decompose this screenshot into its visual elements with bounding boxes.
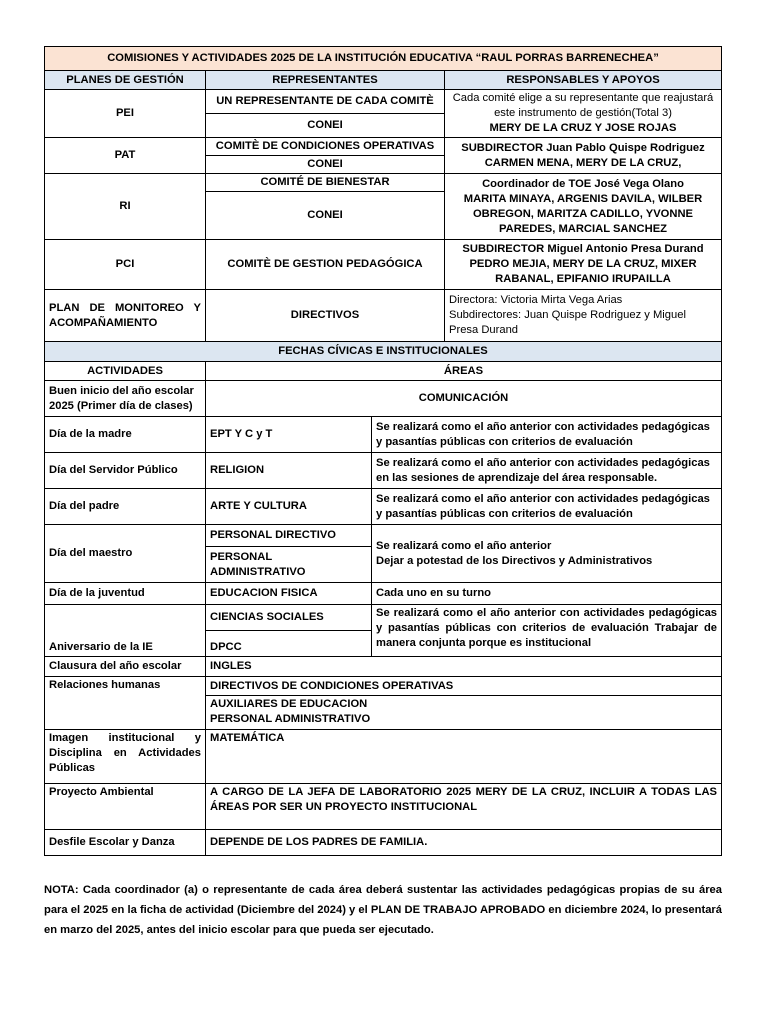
plan-resp-ri [445, 174, 722, 240]
fecha-row-padre [45, 489, 722, 525]
fecha-actividad-desfile: Desfile Escolar y Danza [45, 830, 206, 856]
fecha-area-servidor: RELIGION [206, 453, 372, 489]
fecha-area-relaciones-2b: PERSONAL ADMINISTRATIVO [210, 713, 371, 725]
plan-rep-pat-2: CONEI [206, 156, 445, 174]
plan-resp-monitoreo [445, 290, 722, 342]
plan-resp-pci-line2: PEDRO MEJIA, MERY DE LA CRUZ, MIXER RABANAL, EPIFANIO IRUPAILLA [469, 258, 697, 285]
plan-resp-ri-line2: MARITA MINAYA, ARGENIS DAVILA, WILBER OBREGON, MARITZA CADILLO, YVONNE PAREDES, MARCIAL SANCHEZ [463, 192, 703, 235]
fecha-actividad-imagen: Imagen institucional y Disciplina en Actividades Públicas [45, 730, 206, 784]
fecha-row-madre [45, 417, 722, 453]
fecha-area-aniversario-2: DPCC [206, 631, 372, 657]
fecha-actividad-relaciones: Relaciones humanas [45, 677, 206, 730]
fecha-area-madre: EPT Y C y T [206, 417, 372, 453]
fecha-area-inicio: COMUNICACIÓN [206, 381, 722, 417]
fecha-row-imagen [45, 730, 722, 784]
plan-resp-pat [445, 138, 722, 174]
plan-resp-pat-line2: CARMEN MENA, MERY DE LA CRUZ, [484, 156, 682, 169]
fecha-desc-madre: Se realizará como el año anterior con actividades pedagógicas y pasantías públicas con criterios de evaluación [372, 417, 722, 453]
plan-resp-monitoreo-line2: Subdirectores: Juan Quispe Rodriguez y Miguel Presa Durand [449, 309, 686, 336]
fecha-desc-aniversario: Se realizará como el año anterior con actividades pedagógicas y pasantías públicas con criterios de evaluación Trabajar de manera conjunta porque es institucional [372, 605, 722, 657]
fecha-desc-maestro [372, 525, 722, 583]
plan-rep-pei-2: CONEI [206, 114, 445, 138]
fecha-actividad-madre: Día de la madre [45, 417, 206, 453]
fecha-row-desfile [45, 830, 722, 856]
fechas-header-row [45, 362, 722, 381]
header-planes: PLANES DE GESTIÓN [45, 71, 206, 90]
plan-row-pei [45, 90, 722, 114]
fecha-area-ambiental: A CARGO DE LA JEFA DE LABORATORIO 2025 MERY DE LA CRUZ, INCLUIR A TODAS LAS ÁREAS POR SER UN PROYECTO INSTITUCIONAL [206, 784, 722, 830]
plan-resp-pci [445, 240, 722, 290]
plan-rep-pat-1: COMITÈ DE CONDICIONES OPERATIVAS [206, 138, 445, 156]
fecha-actividad-padre: Día del padre [45, 489, 206, 525]
plan-row-pat [45, 138, 722, 156]
fecha-row-inicio [45, 381, 722, 417]
fechas-col-areas: ÁREAS [206, 362, 722, 381]
fecha-row-relaciones [45, 677, 722, 696]
fecha-area-aniversario-1: CIENCIAS SOCIALES [206, 605, 372, 631]
fecha-desc-maestro-2: Dejar a potestad de los Directivos y Administrativos [376, 554, 653, 567]
plan-name-monitoreo: PLAN DE MONITOREO Y ACOMPAÑAMIENTO [45, 290, 206, 342]
plan-rep-ri-2: CONEI [206, 192, 445, 240]
fecha-desc-maestro-1: Se realizará como el año anterior [376, 539, 552, 552]
plan-rep-monitoreo: DIRECTIVOS [206, 290, 445, 342]
plan-rep-ri-1: COMITÉ DE BIENESTAR [206, 174, 445, 192]
fecha-area-padre: ARTE Y CULTURA [206, 489, 372, 525]
fecha-actividad-ambiental: Proyecto Ambiental [45, 784, 206, 830]
fecha-actividad-servidor: Día del Servidor Público [45, 453, 206, 489]
fecha-area-relaciones-2a: AUXILIARES DE EDUCACION [210, 698, 368, 710]
header-row [45, 71, 722, 90]
plan-resp-pei [445, 90, 722, 138]
fecha-desc-padre: Se realizará como el año anterior con actividades pedagógicas y pasantías públicas con criterios de evaluación [372, 489, 722, 525]
fecha-area-clausura: INGLES [206, 657, 722, 677]
fecha-actividad-juventud: Día de la juventud [45, 583, 206, 605]
plan-resp-pei-line1: Cada comité elige a su representante que reajustará este instrumento de gestión(Total 3) [452, 92, 714, 119]
plan-resp-pci-line1: SUBDIRECTOR Miguel Antonio Presa Durand [462, 243, 704, 255]
plan-row-monitoreo [45, 290, 722, 342]
fecha-area-juventud: EDUCACION FISICA [206, 583, 372, 605]
plan-name-pei: PEI [45, 90, 206, 138]
plan-row-ri [45, 174, 722, 192]
fecha-row-ambiental [45, 784, 722, 830]
header-representantes: REPRESENTANTES [206, 71, 445, 90]
fecha-desc-servidor: Se realizará como el año anterior con actividades pedagógicas en las sesiones de aprendizaje del área responsable. [372, 453, 722, 489]
header-responsables: RESPONSABLES Y APOYOS [445, 71, 722, 90]
fechas-col-actividades: ACTIVIDADES [45, 362, 206, 381]
plan-name-pci: PCI [45, 240, 206, 290]
plan-row-pci [45, 240, 722, 290]
fecha-actividad-clausura: Clausura del año escolar [45, 657, 206, 677]
footnote: NOTA: Cada coordinador (a) o representante de cada área deberá sustentar las actividades pedagógicas propias de su área para el 2025 en la ficha de actividad (Diciembre del 2024) y el PLAN DE TRABAJO APROBADO en diciembre 2024, lo presentará en marzo del 2025, antes del inicio escolar para que pueda ser ejecutado. [44, 884, 722, 936]
fecha-row-maestro [45, 525, 722, 547]
plan-name-pat: PAT [45, 138, 206, 174]
fecha-actividad-maestro: Día del maestro [45, 525, 206, 583]
fecha-row-clausura [45, 657, 722, 677]
fecha-row-aniversario [45, 605, 722, 631]
fecha-actividad-aniversario: Aniversario de la IE [45, 605, 206, 657]
fecha-area-maestro-2: PERSONAL ADMINISTRATIVO [206, 547, 372, 583]
plan-resp-pat-line1: SUBDIRECTOR Juan Pablo Quispe Rodriguez [461, 141, 705, 154]
fecha-area-relaciones-1: DIRECTIVOS DE CONDICIONES OPERATIVAS [206, 677, 722, 696]
fecha-row-servidor [45, 453, 722, 489]
document-title: COMISIONES Y ACTIVIDADES 2025 DE LA INSTITUCIÓN EDUCATIVA “RAUL PORRAS BARRENECHEA” [45, 47, 722, 71]
plan-rep-pci: COMITÈ DE GESTION PEDAGÓGICA [206, 240, 445, 290]
fecha-area-imagen: MATEMÁTICA [206, 730, 722, 784]
plan-resp-ri-line1: Coordinador de TOE José Vega Olano [482, 177, 684, 190]
fecha-desc-juventud: Cada uno en su turno [372, 583, 722, 605]
plan-name-ri: RI [45, 174, 206, 240]
fecha-area-desfile: DEPENDE DE LOS PADRES DE FAMILIA. [206, 830, 722, 856]
plan-rep-pei-1: UN REPRESENTANTE DE CADA COMITÈ [206, 90, 445, 114]
fecha-area-relaciones-2 [206, 696, 722, 730]
fecha-actividad-inicio: Buen inicio del año escolar 2025 (Primer día de clases) [45, 381, 206, 417]
plan-resp-monitoreo-line1: Directora: Victoria Mirta Vega Arias [449, 294, 623, 306]
fecha-row-juventud [45, 583, 722, 605]
fechas-section-title: FECHAS CÍVICAS E INSTITUCIONALES [45, 342, 722, 362]
plan-resp-pei-line2: MERY DE LA CRUZ Y JOSE ROJAS [489, 122, 677, 134]
commissions-table [44, 46, 722, 856]
fecha-area-maestro-1: PERSONAL DIRECTIVO [206, 525, 372, 547]
